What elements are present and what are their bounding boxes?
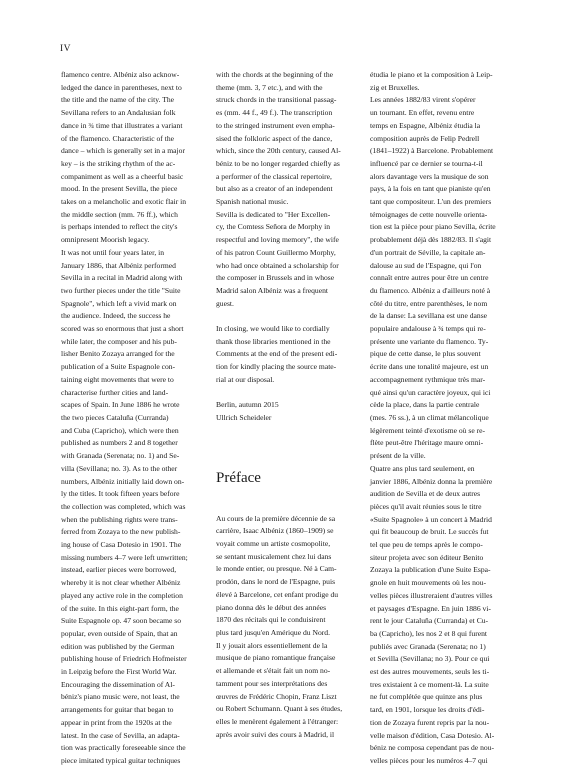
text-line: the collection was completed, which was (61, 501, 186, 511)
text-line: publiés avec Granada (Serenata; no 1) (370, 641, 486, 651)
text-line: Au cours de la première décennie de sa (216, 513, 336, 523)
text-line: with the chords at the beginning of the (216, 70, 334, 79)
text-line: tard, en 1901, lorsque les droits d'édi- (370, 705, 485, 715)
text-line: It was not until four years later, in (61, 247, 165, 257)
text-line: publication of a Suite Espagnole con- (61, 362, 176, 372)
text-line: struck chords in the transitional passag- (216, 95, 337, 105)
text-line: Comments at the end of the present edi- (216, 349, 338, 359)
text-line: played any active role in the completion (61, 590, 183, 600)
text-line: œuvres de Frédéric Chopin, Franz Liszt (216, 691, 337, 701)
text-line: le monde entier, ou presque. Né à Cam- (216, 564, 337, 574)
text-line: while later, the composer and his pub- (61, 336, 177, 346)
text-line: qui fit beaucoup de bruit. Le succès fut (370, 527, 489, 537)
text-line: plus tard jusqu'en Amérique du Nord. (216, 627, 330, 637)
french-text (216, 513, 344, 742)
text-line: Quatre ans plus tard seulement, en (370, 463, 475, 473)
text-line: when the publishing rights were trans- (61, 514, 178, 524)
text-line: which, since the 20th century, caused Al- (216, 146, 341, 156)
text-line: es (mm. 44 f., 49 f.). The transcription (216, 108, 333, 118)
text-line: Les années 1882/83 virent s'opérer (370, 95, 476, 105)
text-line: Ullrich Scheideler (216, 412, 272, 422)
text-line: prodón, dans le nord de l'Espagne, puis (216, 577, 336, 587)
text-line: pièces qu'il avait réunies sous le titre (370, 501, 482, 511)
text-line: béniz to be no longer regarded chiefly as (216, 158, 340, 168)
text-line: of his patron Count Guillermo Morphy, (216, 247, 336, 257)
text-line: gnole en huit mouvements où les nou- (370, 578, 486, 588)
text-line: musique de piano romantique française (216, 653, 336, 663)
text-line: taining eight movements that were to (61, 374, 174, 384)
text-line: présent de la ville. (370, 451, 426, 461)
text-line: pays, à la fois en tant que pianiste qu'en (370, 184, 491, 194)
text-line: zig et Bruxelles. (370, 82, 420, 92)
text-line: tion de Zozaya furent repris par la nou- (370, 717, 490, 727)
text-line: but also as a creator of an independent (216, 184, 333, 194)
text-line: Madrid salon Albéniz was a frequent (216, 285, 328, 295)
text-line: flète peut-être l'héritage maure omni- (370, 438, 484, 448)
text-line: connaît entre autres pour être un centre (370, 273, 489, 283)
text-line: instead, earlier pieces were borrowed, (61, 565, 177, 575)
text-line: dance – which is generally set in a major (61, 146, 185, 156)
text-line: characterise further cities and land- (61, 387, 169, 397)
text-line: légèrement teinté d'exotisme où se re- (370, 425, 486, 435)
text-line: ledged the dance in parentheses, next to (61, 82, 182, 92)
text-line: latest. In the case of Sevilla, an adapta- (61, 730, 180, 740)
text-line: qué ainsi qu'un caractère joyeux, qui ici (370, 387, 491, 397)
text-line: takes on a melancholic and exotic flair in (61, 197, 187, 207)
text-line: dalouse au sud de l'Espagne, qui l'on (370, 260, 482, 270)
text-line: Sevilla is dedicated to "Her Excellen- (216, 209, 331, 219)
text-line: béniz's piano music were, not least, the (61, 692, 180, 702)
text-line: (mes. 76 ss.), à un climat mélancolique (370, 412, 489, 422)
text-line: influencé par ce dernier se tourna-t-il (370, 158, 483, 168)
text-line: arrangements for guitar that began to (61, 705, 174, 715)
text-line: alors davantage vers la musique de son (370, 171, 489, 181)
text-line: se sentant musicalement chez lui dans (216, 551, 332, 561)
text-line: piece imitated typical guitar techniques (61, 755, 181, 765)
text-line: publishing house of Friedrich Hofmeister (61, 654, 187, 664)
text-line: écrite dans une tonalité majeure, est un (370, 362, 489, 372)
text-line: the two pieces Cataluña (Curranda) (61, 412, 169, 422)
blank-line (216, 387, 344, 400)
text-line: key – is the striking rhythm of the ac- (61, 158, 176, 168)
text-line: un tournant. En effet, revenu entre (370, 108, 475, 118)
text-line: respectful and loving memory", the wife (216, 235, 339, 245)
text-line: Spanish national music. (216, 197, 289, 207)
text-line: theme (mm. 3, 7 etc.), and with the (216, 82, 323, 92)
text-line: sised the folkloric aspect of the dance, (216, 133, 333, 143)
text-line: and Cuba (Capricho), which were then (61, 425, 179, 435)
text-line: edition was published by the German (61, 641, 175, 651)
text-line: is perhaps intended to reflect the city's (61, 222, 178, 232)
text-line: with Granada (Serenata; no. 1) and Se- (61, 451, 180, 461)
text-line: temps en Espagne, Albéniz étudia la (370, 120, 481, 130)
text-line: «Suite Spagnole» à un concert à Madrid (370, 514, 492, 524)
text-line: voyait comme un artiste cosmopolite, (216, 539, 331, 549)
text-line: In closing, we would like to cordially (216, 324, 330, 334)
text-line: 1870 des récitals qui le conduisirent (216, 615, 326, 625)
text-line: guest. (216, 298, 234, 308)
text-line: cède la place, dans la partie centrale (370, 400, 480, 410)
text-line: two further pieces under the title "Suite (61, 285, 181, 295)
text-line: pique de cette danse, le plus souvent (370, 349, 481, 359)
text-line: côté du titre, entre parenthèses, le nom (370, 298, 488, 308)
text-line: (1841–1922) à Barcelone. Probablement (370, 146, 494, 156)
text-line: velle maison d'édition, Casa Dotesio. Al- (370, 730, 495, 740)
text-line: et Sevilla (Sevillana; no 3). Pour ce qui (370, 654, 490, 664)
english-text-continued (216, 69, 344, 425)
text-line: of the flamenco. Characteristic of the (61, 133, 175, 143)
text-line: numbers, Albéniz initially laid down on- (61, 476, 185, 486)
text-line: mood. In the present Sevilla, the piece (61, 184, 178, 194)
text-line: tion for kindly placing the source mate- (216, 362, 337, 372)
text-line: appear in print from the 1920s at the (61, 717, 172, 727)
text-line: béniz ne composa cependant pas de nou- (370, 743, 494, 753)
text-line: carrière, Isaac Albéniz (1860–1909) se (216, 526, 334, 536)
text-line: après avoir suivi des cours à Madrid, il (216, 729, 335, 739)
text-line: thank those libraries mentioned in the (216, 336, 331, 346)
preface-heading: Préface (216, 469, 261, 486)
text-line: the middle section (mm. 76 ff.), which (61, 209, 178, 219)
text-line: tion was practically foreseeable since the (61, 743, 186, 753)
text-line: popular, even outside of Spain, that an (61, 628, 178, 638)
text-line: January 1886, that Albéniz performed (61, 260, 176, 270)
text-line: Sevillana refers to an Andalusian folk (61, 108, 176, 118)
text-line: élevé à Barcelone, cet enfant prodige du (216, 589, 339, 599)
text-line: populaire andalouse à ¾ temps qui re- (370, 324, 486, 334)
column-english-1 (61, 69, 189, 768)
blank-line (216, 310, 344, 323)
text-line: étudia le piano et la composition à Leip- (370, 70, 493, 79)
text-line: a performer of the classical repertoire, (216, 171, 332, 181)
text-line: velles pièces illustreraient d'autres villes (370, 590, 493, 600)
text-line: whereby it is not clear whether Albéniz (61, 578, 181, 588)
text-line: elles le menèrent également à l'étranger: (216, 716, 339, 726)
text-line: scapes of Spain. In June 1886 he wrote (61, 400, 180, 410)
text-line: Il y jouait alors essentiellement de la (216, 640, 328, 650)
text-line: accompagnement rythmique très mar- (370, 374, 486, 384)
text-line: tamment pour ses interprétations des (216, 678, 328, 688)
text-line: Suite Espagnole op. 47 soon became so (61, 616, 182, 626)
text-line: tion est la pièce pour piano Sevilla, écrite (370, 222, 496, 232)
text-line: who had once obtained a scholarship for (216, 260, 339, 270)
text-line: rent le jour Cataluña (Curranda) et Cu- (370, 616, 489, 626)
column-english-french (216, 69, 344, 741)
text-line: of the suite. In this eight-part form, the (61, 603, 179, 613)
text-line: tant que compositeur. L'un des premiers (370, 197, 492, 207)
text-line: tel que peu de temps après le compo- (370, 540, 483, 550)
text-line: published as numbers 2 and 8 together (61, 438, 178, 448)
text-line: omnipresent Moorish legacy. (61, 235, 150, 245)
page-number: IV (60, 44, 72, 54)
text-line: piano donna dès le début des années (216, 602, 327, 612)
text-line: est des autres mouvements, seuls les ti- (370, 667, 490, 677)
text-line: scored was so enormous that just a short (61, 324, 184, 334)
text-line: ba (Capricho), les nos 2 et 8 qui furent (370, 628, 488, 638)
text-line: et paysages d'Espagne. En juin 1886 vi- (370, 603, 491, 613)
text-line: du flamenco. Albéniz a d'ailleurs noté à (370, 285, 491, 295)
text-line: the composer in Brussels and in whose (216, 273, 335, 283)
text-line: the audience. Indeed, the success he (61, 311, 171, 321)
text-line: velles pièces pour les numéros 4–7 qui (370, 755, 488, 765)
text-line: to the stringed instrument even empha- (216, 120, 335, 130)
text-line: siteur projeta avec son éditeur Benito (370, 552, 484, 562)
text-line: ly the titles. It took fifteen years before (61, 489, 180, 499)
text-line: ou Robert Schumann. Quant à ses études, (216, 704, 343, 714)
text-line: villa (Sevillana; no. 3). As to the other (61, 463, 178, 473)
text-line: probablement déjà dès 1882/83. Il s'agit (370, 235, 492, 245)
text-line: in Leipzig before the First World War. (61, 667, 177, 677)
text-line: missing numbers 4–7 were left unwritten; (61, 552, 188, 562)
text-line: audition de Sevilla et de deux autres (370, 489, 481, 499)
text-line: flamenco centre. Albéniz also acknow- (61, 70, 180, 79)
text-line: présente une variante du flamenco. Ty- (370, 336, 489, 346)
text-line: composition auprès de Felip Pedrell (370, 133, 480, 143)
text-line: companiment as well as a cheerful basic (61, 171, 184, 181)
text-line: Spagnole", which left a vivid mark on (61, 298, 177, 308)
text-line: et allemande et s'était fait un nom no- (216, 666, 331, 676)
text-line: Berlin, autumn 2015 (216, 400, 279, 410)
text-line: de la danse: La sevillana est une danse (370, 311, 488, 321)
text-line: Sevilla in a recital in Madrid along with (61, 273, 183, 283)
text-line: janvier 1886, Albéniz donna la première (370, 476, 493, 486)
text-line: ing house of Casa Dotesio in 1901. The (61, 540, 182, 550)
text-line: lisher Benito Zozaya arranged for the (61, 349, 175, 359)
text-line: témoignages de cette nouvelle orienta- (370, 209, 488, 219)
text-line: ferred from Zozaya to the new publish- (61, 527, 181, 537)
column-french-2 (370, 69, 498, 768)
text-line: cy, the Comtess Señora de Morphy in (216, 222, 331, 232)
text-line: d'un portrait de Séville, la capitale an- (370, 247, 486, 257)
text-line: the title and the name of the city. The (61, 95, 175, 105)
text-line: Encouraging the dissemination of Al- (61, 679, 175, 689)
text-line: dance in ¾ time that illustrates a variant (61, 120, 183, 130)
text-line: tres existaient à ce moment-là. La suite (370, 679, 489, 689)
text-line: rial at our disposal. (216, 374, 275, 384)
text-line: Zozaya la publication d'une Suite Espa- (370, 565, 491, 575)
text-line: ne fut complétée que quinze ans plus (370, 692, 483, 702)
